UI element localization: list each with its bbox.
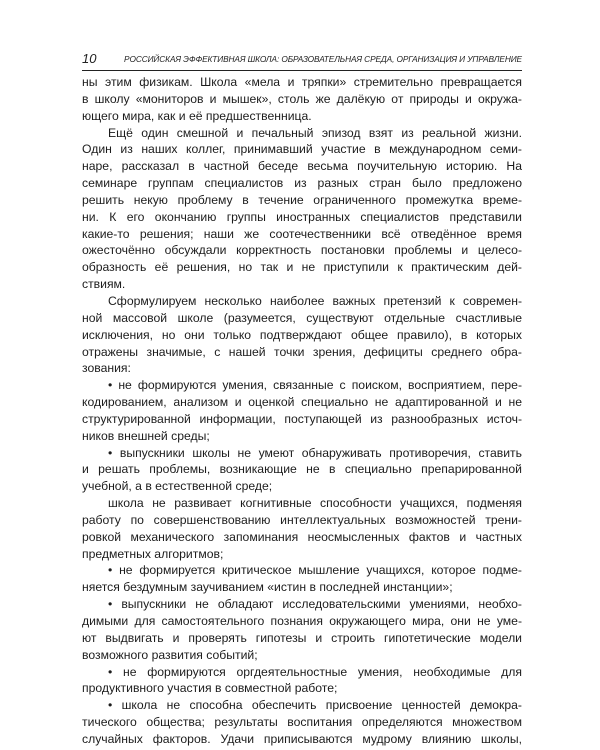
text-line: ников внешней среды; xyxy=(82,428,210,443)
text-line: ют выдвигать и проверять гипотезы и строить гипотетические модели xyxy=(82,630,522,645)
text-line: отражены значимые, с нашей точки зрения, дефициты среднего обра- xyxy=(82,344,522,359)
text-line: работу по совершенствованию интеллектуальных возможностей трени- xyxy=(82,512,522,527)
text-line: решить некую проблему в течение ограниченного промежутка време- xyxy=(82,192,522,207)
text-line: димыми для самостоятельного познания окружающего мира, они не уме- xyxy=(82,614,522,628)
text-line: исключения, но они только подтверждают общее правило), в которых xyxy=(82,327,522,342)
text-line: Ещё один смешной и печальный эпизод взят из реальной жизни. xyxy=(108,125,522,140)
bullet-line: • выпускники школы не умеют обнаруживать противоречия, ставить xyxy=(108,445,522,460)
bullet-line: • не формируется критическое мышление учащихся, которое подме- xyxy=(108,563,522,578)
text-line: ствиям. xyxy=(82,277,126,292)
text-line: какие-то решения; наши же соотечественники всё отведённое время xyxy=(82,226,522,241)
text-line: предметных алгоритмов; xyxy=(82,546,224,561)
page-number: 10 xyxy=(82,51,97,66)
text-line: ни. К его окончанию группы иностранных специалистов представили xyxy=(82,209,522,224)
text-line: ожесточённо обсуждали корректность постановки проблемы и целесо- xyxy=(82,243,522,258)
text-line: зования: xyxy=(82,361,131,376)
text-line: ющего мира, как и её предшественница. xyxy=(82,108,312,123)
running-title: РОССИЙСКАЯ ЭФФЕКТИВНАЯ ШКОЛА: ОБРАЗОВАТЕЛЬНАЯ СРЕДА, ОРГАНИЗАЦИЯ И УПРАВЛЕНИЕ xyxy=(124,54,522,64)
text-line: в школу «мониторов и мышек», столь же далёкую от природы и окружа- xyxy=(82,91,522,106)
text-line: Сформулируем несколько наиболее важных претензий к современ- xyxy=(108,293,522,308)
text-line: ровкой механического запоминания неосмысленных фактов и частных xyxy=(82,529,522,544)
running-header xyxy=(82,50,522,71)
text-line: наре, рассказал в частной беседе весьма поучительную историю. На xyxy=(82,159,522,174)
text-line: школа не развивает когнитивные способности учащихся, подменяя xyxy=(108,496,522,511)
text-line: и решать проблемы, возникающие не в специально препарированной xyxy=(82,462,522,477)
text-line: продуктивного участия в совместной работе; xyxy=(82,681,338,696)
text-line: случайных факторов. Удачи приписываются мудрому влиянию школы, xyxy=(82,731,522,746)
text-line: учебной, а в естественной среде; xyxy=(82,479,273,494)
bullet-line: • школа не способна обеспечить присвоение ценностей демокра- xyxy=(108,698,522,713)
text-line: Один из наших коллег, принимавший участие в международном семи- xyxy=(82,142,522,157)
bullet-line: • выпускники не обладают исследовательскими умениями, необхо- xyxy=(108,597,522,612)
body-text xyxy=(82,74,522,748)
text-line: возможного развития событий; xyxy=(82,647,258,662)
text-line: няется бездумным заучиванием «истин в последней инстанции»; xyxy=(82,580,453,595)
text-line: ной массовой школе (разумеется, существуют отдельные счастливые xyxy=(82,310,522,325)
text-line: кодированием, анализом и оценкой специально не адаптированной и не xyxy=(82,395,522,410)
text-line: структурированной информации, поступающей из разнообразных источ- xyxy=(82,411,522,426)
bullet-line: • не формируются оргдеятельностные умения, необходимые для xyxy=(108,664,522,679)
text-line: образность её решения, но так и не приступили к практическим дей- xyxy=(82,260,522,275)
bullet-line: • не формируются умения, связанные с поиском, восприятием, пере- xyxy=(108,378,522,393)
text-line: ны этим физикам. Школа «мела и тряпки» стремительно превращается xyxy=(82,75,522,89)
text-line: тического общества; результаты воспитания определяются множеством xyxy=(82,715,522,730)
text-line: семинаре группам специалистов из разных стран было предложено xyxy=(82,176,522,191)
